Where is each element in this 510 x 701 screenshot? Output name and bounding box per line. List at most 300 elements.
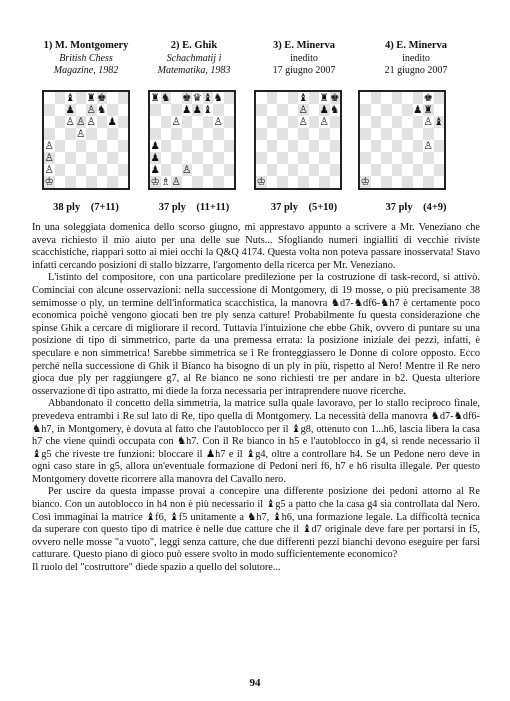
board-square (224, 176, 235, 188)
board-square (171, 104, 182, 116)
board-square (381, 104, 392, 116)
board-square (371, 92, 382, 104)
board-square (65, 128, 76, 140)
board-square (288, 128, 299, 140)
board-square (76, 104, 87, 116)
board-square (298, 140, 309, 152)
diagram-headers (30, 40, 485, 90)
board-square (392, 176, 403, 188)
board-square (203, 116, 214, 128)
chess-piece: ♞ (97, 104, 107, 116)
chess-piece: ♟ (150, 164, 160, 176)
chess-piece: ♙ (76, 128, 86, 140)
diagram-title: 2) E. Ghik (170, 40, 218, 51)
paragraph-4: Per uscire da questa impasse provai a concepire una differente posizione dei pedoni attorno al Re bianco. Con un autoblocco in h4 non è più necessario il ♝g5 a patto che la casa g4 sia controllata dal Nero. Così immaginai la matrice ♝f6, ♝f5 unitamente a ♞h7, ♝h6, una formazione legale. La difficoltà tecnica da superare con questo tipo di matrice è nelle due catture che il ♝d7 originale deve fare per portarsi in f5, ovvero nelle mosse "a vuoto", leggi senza catture, che due differenti pezzi bianchi devono eseguire per farsi catturare. Questo piano di gioco può essere svolto in modo sufficientemente economico? (32, 486, 480, 561)
board-square (150, 128, 161, 140)
board-square (55, 152, 66, 164)
chess-piece: ♙ (86, 116, 96, 128)
piece-count: (11+11) (196, 202, 230, 213)
board-square (256, 176, 267, 188)
chess-piece: ♔ (360, 176, 370, 188)
board-square (213, 164, 224, 176)
diagram-source: inedito (290, 52, 318, 64)
board-square (319, 104, 330, 116)
diagram-title: 1) M. Montgomery (43, 40, 129, 51)
board-square (402, 140, 413, 152)
chess-piece: ♙ (423, 116, 433, 128)
board-square (371, 164, 382, 176)
board-square (161, 152, 172, 164)
board-square (182, 128, 193, 140)
chess-piece: ♜ (319, 92, 329, 104)
chess-piece: ♛ (192, 92, 202, 104)
diagram-caption-3 (248, 202, 360, 213)
chess-piece: ♞ (330, 104, 340, 116)
chess-piece: ♞ (213, 92, 223, 104)
board-square (65, 164, 76, 176)
board-square (330, 140, 341, 152)
board-square (203, 140, 214, 152)
chess-piece: ♜ (86, 92, 96, 104)
board-square (288, 116, 299, 128)
chess-piece: ♞ (161, 92, 171, 104)
board-square (118, 92, 129, 104)
board-square (392, 116, 403, 128)
board-square (76, 176, 87, 188)
board-square (118, 152, 129, 164)
board-square (171, 116, 182, 128)
board-square (434, 128, 445, 140)
piece-count: (5+10) (308, 202, 338, 213)
chess-piece: ♝ (203, 92, 213, 104)
board-square (381, 92, 392, 104)
board-square (298, 128, 309, 140)
chess-piece: ♜ (150, 92, 160, 104)
board-square (423, 116, 434, 128)
board-square (55, 140, 66, 152)
board-square (277, 104, 288, 116)
board-square (224, 164, 235, 176)
board-square (277, 140, 288, 152)
board-square (107, 128, 118, 140)
board-square (192, 104, 203, 116)
board-squares (150, 92, 234, 188)
board-square (171, 176, 182, 188)
diagram-caption-2 (138, 202, 250, 213)
chess-piece: ♜ (423, 104, 433, 116)
board-square (224, 92, 235, 104)
board-square (256, 152, 267, 164)
chess-piece: ♟ (107, 116, 117, 128)
chess-piece: ♙ (44, 140, 54, 152)
chess-piece: ♝ (203, 104, 213, 116)
board-square (118, 164, 129, 176)
board-square (423, 152, 434, 164)
board-square (267, 140, 278, 152)
chess-board-3 (254, 90, 342, 190)
board-square (55, 128, 66, 140)
board-square (256, 116, 267, 128)
board-square (330, 164, 341, 176)
board-square (309, 104, 320, 116)
board-square (213, 140, 224, 152)
board-square (360, 116, 371, 128)
board-square (44, 116, 55, 128)
chess-piece: ♟ (319, 104, 329, 116)
board-square (381, 140, 392, 152)
board-square (86, 152, 97, 164)
board-square (107, 92, 118, 104)
board-square (434, 176, 445, 188)
board-square (413, 176, 424, 188)
board-square (107, 140, 118, 152)
diagram-captions (30, 202, 485, 216)
board-square (319, 140, 330, 152)
board-square (118, 140, 129, 152)
page-number: 94 (249, 677, 261, 689)
board-square (298, 104, 309, 116)
board-square (44, 140, 55, 152)
board-square (65, 140, 76, 152)
board-square (86, 104, 97, 116)
board-square (423, 104, 434, 116)
diagram-source: inedito (402, 52, 430, 64)
board-square (371, 140, 382, 152)
board-square (203, 164, 214, 176)
board-square (402, 164, 413, 176)
board-square (97, 164, 108, 176)
board-squares (44, 92, 128, 188)
board-square (150, 164, 161, 176)
board-square (360, 152, 371, 164)
chess-piece: ♟ (182, 104, 192, 116)
board-square (171, 92, 182, 104)
board-square (171, 152, 182, 164)
board-square (118, 128, 129, 140)
board-square (161, 92, 172, 104)
board-square (256, 128, 267, 140)
board-square (224, 128, 235, 140)
board-square (267, 104, 278, 116)
board-square (381, 176, 392, 188)
board-square (392, 104, 403, 116)
board-square (192, 140, 203, 152)
board-square (86, 128, 97, 140)
chess-piece: ♙ (182, 164, 192, 176)
board-square (330, 128, 341, 140)
board-square (277, 176, 288, 188)
board-square (434, 152, 445, 164)
board-square (203, 104, 214, 116)
board-square (55, 116, 66, 128)
chess-piece: ♟ (192, 104, 202, 116)
board-square (360, 128, 371, 140)
board-square (423, 176, 434, 188)
paragraph-2: L'istinto del compositore, con una particolare predilezione per la costruzione di task-record, si attivò. Cominciai con alcune osservazioni: nella successione di Montgomery, di 19 mosse, o più precisamente 38 semimosse o ply, un termine dell'informatica scacchistica, la manovra ♞d7-♞df6-♞h7 è certamente poco economica poichè vengono giocati ben tre ply senza catture! Probabilmente fu questa considerazione che spinse Ghik a cercare di migliorare il record. Tuttavia l'intuizione che ebbe Ghik, ovvero di puntare su una posizione di tipo di simmetrico, parte da una premessa errata: la posizione iniziale dei pezzi, infatti, è speculare e non simmetrica! Sarebbe simmetrica se i Re fronteggiassero le Donne di colore opposto. Ecco perché nella successione di Ghik il Bianco ha bisogno di un ply in più, rispetto al Nero! Mentre il Re nero gioca due ply per raggiungere g7, al Re bianco ne sono richiesti tre per andare in b2. Questa ulteriore osservazione di tipo astratto, mi diede la forza necessaria per intraprendere nuove ricerche. (32, 272, 480, 397)
board-square (277, 152, 288, 164)
board-square (44, 92, 55, 104)
board-square (330, 116, 341, 128)
ply-count: 37 ply (270, 202, 298, 213)
board-square (381, 164, 392, 176)
board-square (330, 92, 341, 104)
board-square (288, 104, 299, 116)
board-square (256, 164, 267, 176)
board-square (55, 176, 66, 188)
board-square (423, 128, 434, 140)
board-square (86, 140, 97, 152)
paragraph-3: Abbandonato il concetto della simmetria, la matrice sulla quale lavoravo, per lo stallo reciproco finale, prevedeva entrambi i Re sul lato di Re, tipo quella di Montgomery. La necessità della manovra ♞d7-♞df6-♞h7, in Montgomery, è dovuta al fatto che l'autoblocco per il ♝g8, ottenuto con 1...h6, lascia libera la casa h7 che viene quindi occupata con ♞h7. Con il Re bianco in h5 e l'autoblocco in g4, si rende necessario il ♝g5 che riveste tre funzioni: bloccare il ♟h7 e il ♝g4, oltre a controllare h4. Se un Pedone nero deve in ogni caso stare in g5, allora un'eventuale formazione di Pedoni neri f6, h7 e h6 risulta illegale. Per questo Montgomery dovette ricorrere alla manovra del Cavallo nero. (32, 398, 480, 485)
board-square (224, 116, 235, 128)
board-square (76, 116, 87, 128)
board-square (161, 140, 172, 152)
board-square (97, 104, 108, 116)
board-square (392, 92, 403, 104)
board-square (55, 104, 66, 116)
board-square (86, 164, 97, 176)
board-square (413, 140, 424, 152)
board-square (371, 176, 382, 188)
board-squares (256, 92, 340, 188)
board-square (371, 152, 382, 164)
board-square (192, 164, 203, 176)
board-square (319, 164, 330, 176)
diagram-header-4 (360, 40, 472, 78)
board-square (97, 128, 108, 140)
chess-piece: ♔ (150, 176, 160, 188)
board-square (256, 104, 267, 116)
board-square (182, 92, 193, 104)
board-square (392, 128, 403, 140)
chess-piece: ♚ (330, 92, 340, 104)
board-square (298, 116, 309, 128)
board-square (182, 164, 193, 176)
board-square (402, 176, 413, 188)
board-square (171, 128, 182, 140)
piece-count: (4+9) (423, 202, 447, 213)
board-square (203, 128, 214, 140)
board-square (381, 128, 392, 140)
board-square (277, 128, 288, 140)
board-square (413, 128, 424, 140)
chess-piece: ♙ (171, 116, 181, 128)
board-square (319, 152, 330, 164)
ply-count: 38 ply (53, 202, 81, 213)
board-square (319, 128, 330, 140)
board-square (150, 176, 161, 188)
board-square (192, 176, 203, 188)
chess-piece: ♙ (86, 104, 96, 116)
board-square (97, 116, 108, 128)
diagram-source-date: Matematika, 1983 (157, 65, 231, 77)
ply-count: 37 ply (158, 202, 186, 213)
board-square (192, 116, 203, 128)
chess-piece: ♙ (423, 140, 433, 152)
board-square (150, 116, 161, 128)
board-square (319, 116, 330, 128)
board-square (423, 140, 434, 152)
board-square (267, 116, 278, 128)
board-square (76, 128, 87, 140)
board-square (413, 152, 424, 164)
board-square (267, 152, 278, 164)
ply-count: 37 ply (385, 202, 413, 213)
chess-piece: ♙ (65, 116, 75, 128)
board-square (423, 164, 434, 176)
board-square (381, 152, 392, 164)
board-square (107, 176, 118, 188)
board-square (86, 92, 97, 104)
board-square (267, 128, 278, 140)
chess-board-4 (358, 90, 446, 190)
diagram-source: Schachmatij i (166, 52, 222, 64)
board-square (392, 140, 403, 152)
board-square (298, 92, 309, 104)
board-square (203, 92, 214, 104)
board-square (309, 128, 320, 140)
board-square (118, 116, 129, 128)
board-square (150, 92, 161, 104)
board-square (277, 92, 288, 104)
board-square (288, 140, 299, 152)
chess-piece: ♚ (97, 92, 107, 104)
board-square (298, 176, 309, 188)
board-square (171, 164, 182, 176)
board-square (150, 152, 161, 164)
board-square (203, 152, 214, 164)
board-square (360, 92, 371, 104)
board-square (107, 116, 118, 128)
diagram-source: British Chess (59, 52, 113, 64)
board-square (76, 92, 87, 104)
board-square (392, 164, 403, 176)
board-square (65, 92, 76, 104)
board-square (65, 152, 76, 164)
board-square (330, 152, 341, 164)
chess-piece: ♟ (150, 140, 160, 152)
board-square (434, 104, 445, 116)
board-square (392, 152, 403, 164)
board-square (44, 152, 55, 164)
diagram-source-date: 21 giugno 2007 (384, 65, 448, 77)
chess-piece: ♙ (44, 164, 54, 176)
board-square (213, 152, 224, 164)
board-square (288, 152, 299, 164)
chess-piece: ♝ (298, 92, 308, 104)
board-square (161, 128, 172, 140)
board-square (44, 128, 55, 140)
chess-piece: ♙ (319, 116, 329, 128)
board-square (150, 140, 161, 152)
board-square (330, 176, 341, 188)
board-square (161, 104, 172, 116)
board-square (267, 164, 278, 176)
board-square (360, 140, 371, 152)
chess-piece: ♙ (44, 152, 54, 164)
diagram-header-1 (30, 40, 142, 78)
board-square (371, 116, 382, 128)
chess-piece: ♔ (256, 176, 266, 188)
board-square (309, 116, 320, 128)
chess-piece: ♙ (298, 104, 308, 116)
board-square (277, 116, 288, 128)
diagram-header-3 (248, 40, 360, 78)
diagram-header-2 (138, 40, 250, 78)
board-square (224, 104, 235, 116)
board-square (118, 104, 129, 116)
board-square (402, 92, 413, 104)
chess-piece: ♝ (434, 116, 444, 128)
board-square (55, 92, 66, 104)
board-square (224, 152, 235, 164)
board-square (413, 92, 424, 104)
chess-board-1 (42, 90, 130, 190)
board-square (434, 116, 445, 128)
board-square (371, 128, 382, 140)
board-square (76, 164, 87, 176)
board-square (256, 140, 267, 152)
board-square (161, 116, 172, 128)
chess-piece: ♙ (76, 116, 86, 128)
board-square (65, 176, 76, 188)
board-square (434, 140, 445, 152)
chess-piece: ♟ (150, 152, 160, 164)
board-square (319, 176, 330, 188)
board-square (192, 92, 203, 104)
board-square (309, 152, 320, 164)
board-square (213, 116, 224, 128)
board-square (55, 164, 66, 176)
paragraph-5: Il ruolo del "costruttore" diede spazio a quello del solutore... (32, 562, 281, 574)
board-square (267, 92, 278, 104)
board-square (107, 152, 118, 164)
board-square (107, 164, 118, 176)
board-square (423, 92, 434, 104)
board-square (413, 104, 424, 116)
board-square (86, 116, 97, 128)
board-square (213, 176, 224, 188)
board-square (213, 104, 224, 116)
board-square (192, 128, 203, 140)
chess-piece: ♟ (413, 104, 423, 116)
board-square (76, 140, 87, 152)
board-square (76, 152, 87, 164)
board-square (402, 152, 413, 164)
board-square (97, 176, 108, 188)
board-square (288, 164, 299, 176)
board-square (381, 116, 392, 128)
board-square (182, 140, 193, 152)
board-square (86, 176, 97, 188)
chess-piece: ♙ (171, 176, 181, 188)
chess-piece: ♙ (298, 116, 308, 128)
board-square (161, 164, 172, 176)
board-square (97, 92, 108, 104)
diagram-caption-4 (360, 202, 472, 213)
board-square (213, 128, 224, 140)
board-square (402, 104, 413, 116)
board-square (44, 176, 55, 188)
board-square (434, 92, 445, 104)
board-square (65, 116, 76, 128)
board-square (434, 164, 445, 176)
paragraph-1: In una soleggiata domenica dello scorso giugno, mi apprestavo appunto a scrivere a Mr. Veneziano che aveva richiesto il mio aiuto per una delle sue Nuts... Sfogliando numeri ingialliti di vecchie riviste scacchistiche, riapparì sotto ai miei occhi la Q&Q 4174. Questa volta non poteva passare inosservata! Stavo infatti cercando posizioni di stallo bizzarre, l'argomento della ricerca per Mr. Veneziano. (32, 222, 480, 271)
board-square (97, 152, 108, 164)
article-body (32, 222, 480, 575)
chess-piece: ♙ (213, 116, 223, 128)
board-square (360, 164, 371, 176)
board-square (182, 104, 193, 116)
